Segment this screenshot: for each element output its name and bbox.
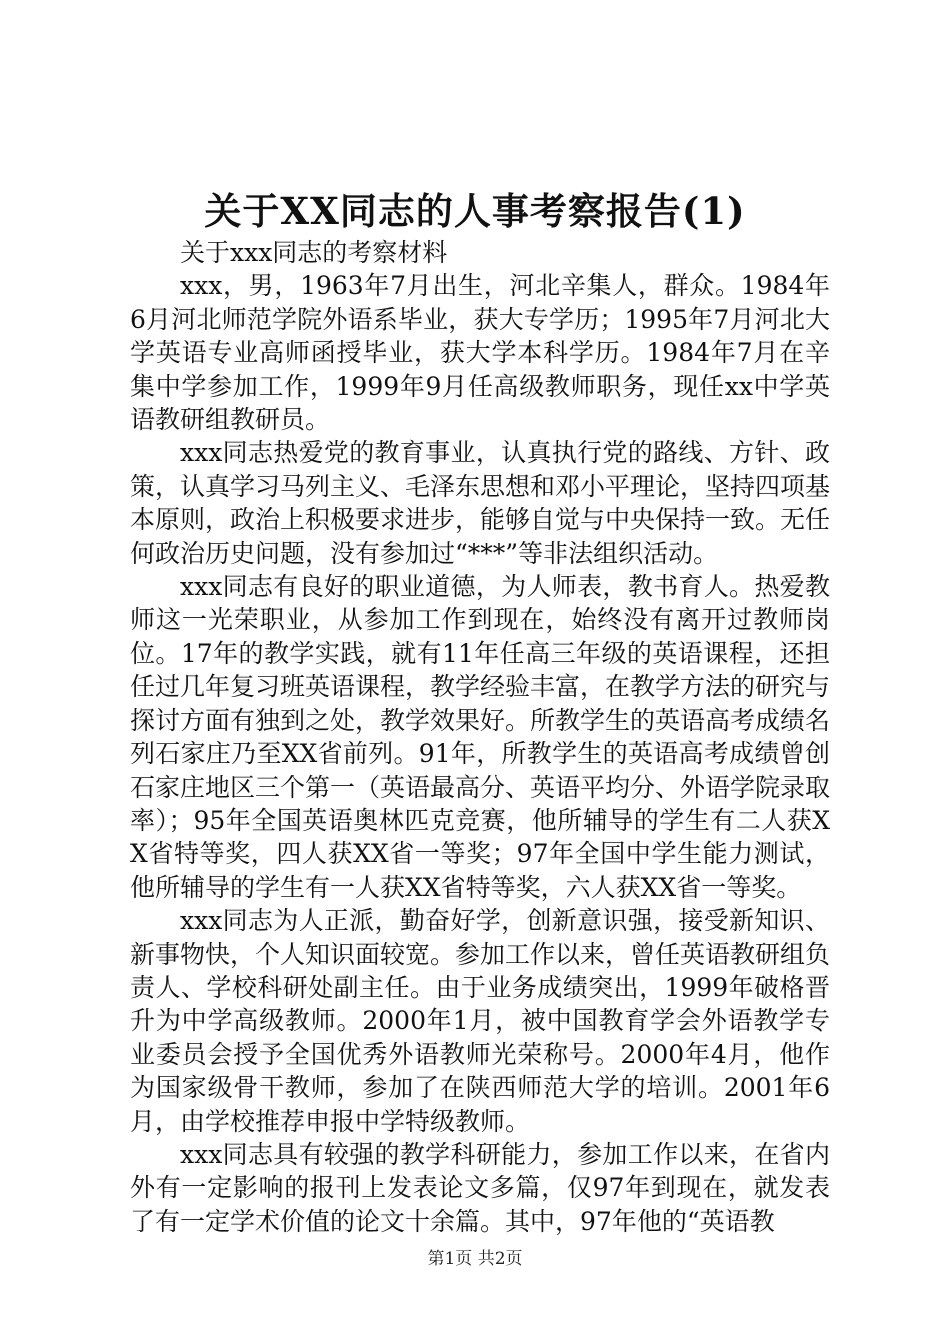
paragraph-character: xxx同志为人正派，勤奋好学，创新意识强，接受新知识、新事物快，个人知识面较宽。参加工作以来，曾任英语教研组负责人、学校科研处副主任。由于业务成绩突出，1999年破格晋升为中学高级教师。2000年1月，被中国教育学会外语教学专业委员会授予全国优秀外语教师光荣称号。2000年4月，他作为国家级骨干教师，参加了在陕西师范大学的培训。2001年6月，由学校推荐申报中学特级教师。 [130,906,831,1136]
paragraph-research: xxx同志具有较强的教学科研能力，参加工作以来，在省内外有一定影响的报刊上发表论文多篇，仅97年到现在，就发表了有一定学术价值的论文十余篇。其中，97年他的“英语教 [130,1139,830,1236]
paragraph-teaching: xxx同志有良好的职业道德，为人师表，教书育人。热爱教师这一光荣职业，从参加工作到现在，始终没有离开过教师岗位。17年的教学实践，就有11年任高三年级的英语课程，还担任过几年复习班英语课程，教学经验丰富，在教学方法的研究与探讨方面有独到之处，教学效果好。所教学生的英语高考成绩名列石家庄乃至XX省前列。91年，所教学生的英语高考成绩曾创石家庄地区三个第一（英语最高分、英语平均分、外语学院录取率）；95年全国英语奥林匹克竞赛，他所辅导的学生有二人获XX省特等奖，四人获XX省一等奖；97年全国中学生能力测试，他所辅导的学生有一人获XX省特等奖，六人获XX省一等奖。 [130,572,831,902]
paragraph-political: xxx同志热爱党的教育事业，认真执行党的路线、方针、政策，认真学习马列主义、毛泽东思想和邓小平理论，坚持四项基本原则，政治上积极要求进步，能够自觉与中央保持一致。无任何政治历史问题，没有参加过“***”等非法组织活动。 [130,438,831,568]
document-body [130,236,830,1238]
paragraph-basic-info: xxx，男，1963年7月出生，河北辛集人，群众。1984年6月河北师范学院外语系毕业，获大专学历；1995年7月河北大学英语专业高师函授毕业，获大学本科学历。1984年7月在辛集中学参加工作，1999年9月任高级教师职务，现任xx中学英语教研组教研员。 [130,271,830,435]
page-footer: 第1页 共2页 [427,1249,523,1269]
document-title: 关于XX同志的人事考察报告(1) [204,189,746,233]
paragraph-subtitle: 关于xxx同志的考察材料 [180,238,448,267]
